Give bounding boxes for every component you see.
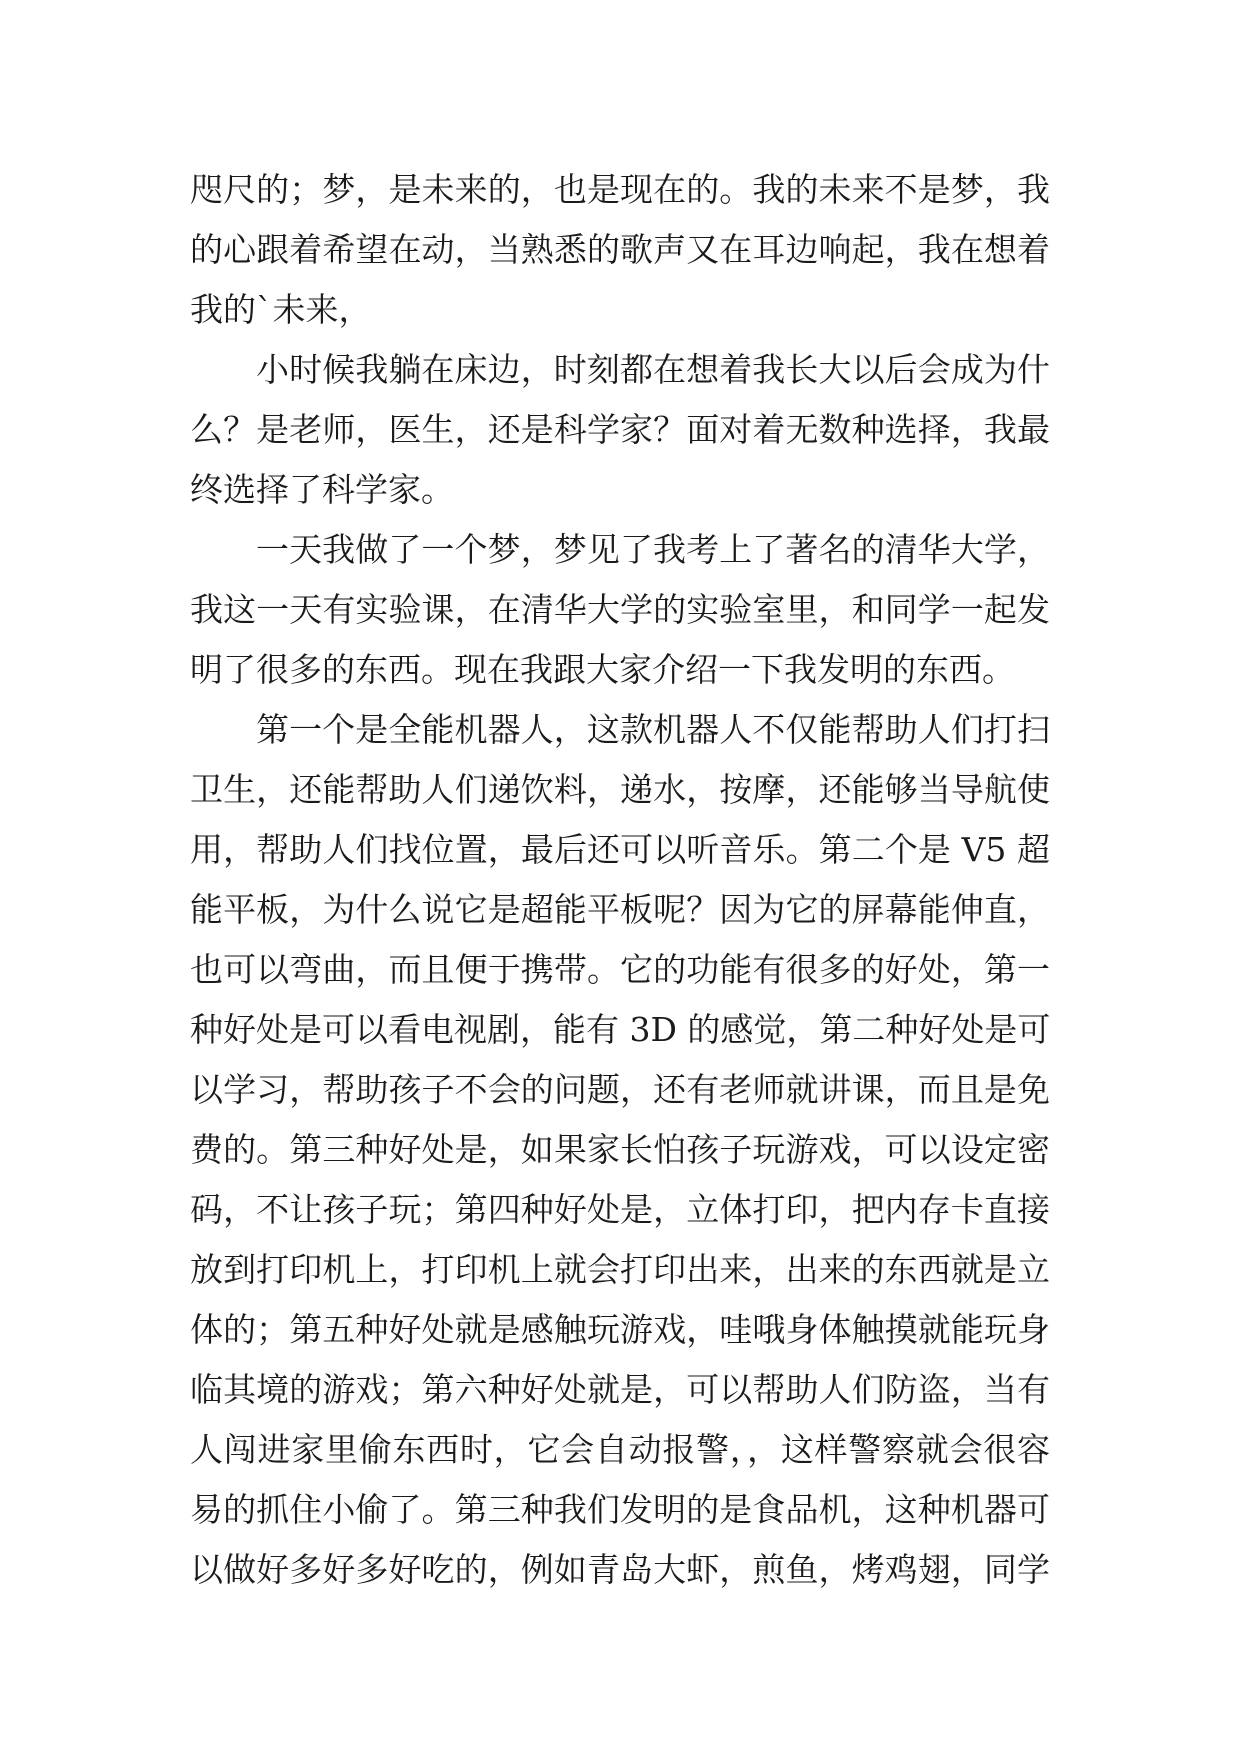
text-line: 人闯进家里偷东西时，它会自动报警，，这样警察就会很容: [190, 1430, 1050, 1469]
paragraph-4: [190, 700, 1050, 1600]
paragraph-3: [190, 520, 1050, 700]
text-line: 码，不让孩子玩；第四种好处是，立体打印，把内存卡直接: [190, 1190, 1050, 1229]
text-line: 第一个是全能机器人，这款机器人不仅能帮助人们打扫: [256, 710, 1050, 749]
text-line: 的心跟着希望在动，当熟悉的歌声又在耳边响起，我在想着: [190, 230, 1050, 269]
text-line: 以做好多好多好吃的，例如青岛大虾，煎鱼，烤鸡翅，同学: [190, 1550, 1050, 1589]
text-line: 也可以弯曲，而且便于携带。它的功能有很多的好处，第一: [190, 950, 1050, 989]
text-line: 能平板，为什么说它是超能平板呢？因为它的屏幕能伸直，: [190, 890, 1050, 929]
text-line: 一天我做了一个梦，梦见了我考上了著名的清华大学，: [256, 530, 1050, 569]
text-line: 小时候我躺在床边，时刻都在想着我长大以后会成为什: [256, 350, 1050, 389]
text-line: 临其境的游戏；第六种好处就是，可以帮助人们防盗，当有: [190, 1370, 1050, 1409]
text-line: 放到打印机上，打印机上就会打印出来，出来的东西就是立: [190, 1250, 1050, 1289]
text-line: 我这一天有实验课，在清华大学的实验室里，和同学一起发: [190, 590, 1050, 629]
text-line: 卫生，还能帮助人们递饮料，递水，按摩，还能够当导航使: [190, 770, 1050, 809]
text-line: 种好处是可以看电视剧，能有 3D 的感觉，第二种好处是可: [190, 1010, 1051, 1049]
text-line: 体的；第五种好处就是感触玩游戏，哇哦身体触摸就能玩身: [190, 1310, 1050, 1349]
text-line: 我的`未来，: [190, 290, 372, 329]
text-line: 以学习，帮助孩子不会的问题，还有老师就讲课，而且是免: [190, 1070, 1050, 1109]
text-line: 明了很多的东西。现在我跟大家介绍一下我发明的东西。: [190, 650, 1015, 689]
text-line: 用，帮助人们找位置，最后还可以听音乐。第二个是 V5 超: [190, 830, 1050, 869]
text-line: 终选择了科学家。: [190, 470, 454, 509]
paragraph-2: [190, 340, 1050, 520]
paragraph-1: [190, 160, 1050, 340]
document-body: [190, 160, 1050, 1600]
text-line: 易的抓住小偷了。第三种我们发明的是食品机，这种机器可: [190, 1490, 1050, 1529]
text-line: 费的。第三种好处是，如果家长怕孩子玩游戏，可以设定密: [190, 1130, 1050, 1169]
text-line: 么？是老师，医生，还是科学家？面对着无数种选择，我最: [190, 410, 1050, 449]
text-line: 咫尺的；梦，是未来的，也是现在的。我的未来不是梦，我: [190, 170, 1050, 209]
